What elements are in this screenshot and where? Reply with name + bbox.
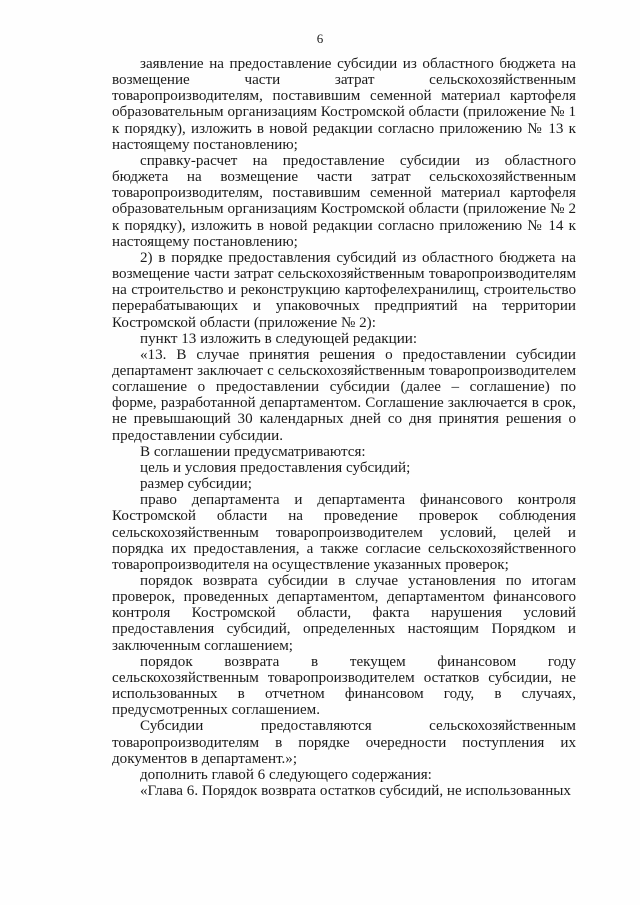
page-number: 6 <box>316 31 324 46</box>
paragraph: размер субсидии; <box>140 476 252 493</box>
paragraph: цель и условия предоставления субсидий; <box>140 459 411 476</box>
paragraph: Субсидии предоставляются сельскохозяйственным товаропроизводителям в порядке очередности поступления их документов в департамент.»; <box>112 718 576 767</box>
paragraph: порядок возврата субсидии в случае установления по итогам проверок, проведенных департаментом, департаментом финансового контроля Костромской области, факта нарушения условий предоставления субсидий, определенных настоящим Порядком и заключенным соглашением; <box>112 573 576 654</box>
paragraph: «Глава 6. Порядок возврата остатков субсидий, не использованных <box>140 783 571 800</box>
document-body <box>112 56 576 799</box>
paragraph: справку-расчет на предоставление субсидии из областного бюджета на возмещение части затрат сельскохозяйственным товаропроизводителям, поставившим семенной материал картофеля образовательным организациям Костромской области (приложение № 2 к порядку), изложить в новой редакции согласно приложению № 14 к настоящему постановлению; <box>112 152 576 250</box>
paragraph: В соглашении предусматриваются: <box>140 443 366 460</box>
paragraph: дополнить главой 6 следующего содержания: <box>140 766 432 783</box>
paragraph: 2) в порядке предоставления субсидий из областного бюджета на возмещение части затрат сельскохозяйственным товаропроизводителям на строительство и реконструкцию картофелехранилищ, строительство перерабатывающих и упаковочных предприятий на территории Костромской области (приложение № 2): <box>112 249 576 331</box>
paragraph: пункт 13 изложить в следующей редакции: <box>140 330 418 347</box>
paragraph: «13. В случае принятия решения о предоставлении субсидии департамент заключает с сельскохозяйственным товаропроизводителем соглашение о предоставлении субсидии (далее – соглашение) по форме, разработанной департаментом. Соглашение заключается в срок, не превышающий 30 календарных дней со дня принятия решения о предоставлении субсидии. <box>112 346 576 444</box>
paragraph: заявление на предоставление субсидии из областного бюджета на возмещение части затрат сельскохозяйственным товаропроизводителям, поставившим семенной материал картофеля образовательным организациям Костромской области (приложение № 1 к порядку), изложить в новой редакции согласно приложению № 13 к настоящему постановлению; <box>112 56 576 153</box>
paragraph: право департамента и департамента финансового контроля Костромской области на проведение проверок соблюдения сельскохозяйственным товаропроизводителем условий, целей и порядка их предоставления, а также согласие сельскохозяйственного товаропроизводителя на осуществление указанных проверок; <box>112 492 576 573</box>
paragraph: порядок возврата в текущем финансовом году сельскохозяйственным товаропроизводителем остатков субсидии, не использованных в отчетном финансовом году, в случаях, предусмотренных соглашением. <box>112 653 576 719</box>
